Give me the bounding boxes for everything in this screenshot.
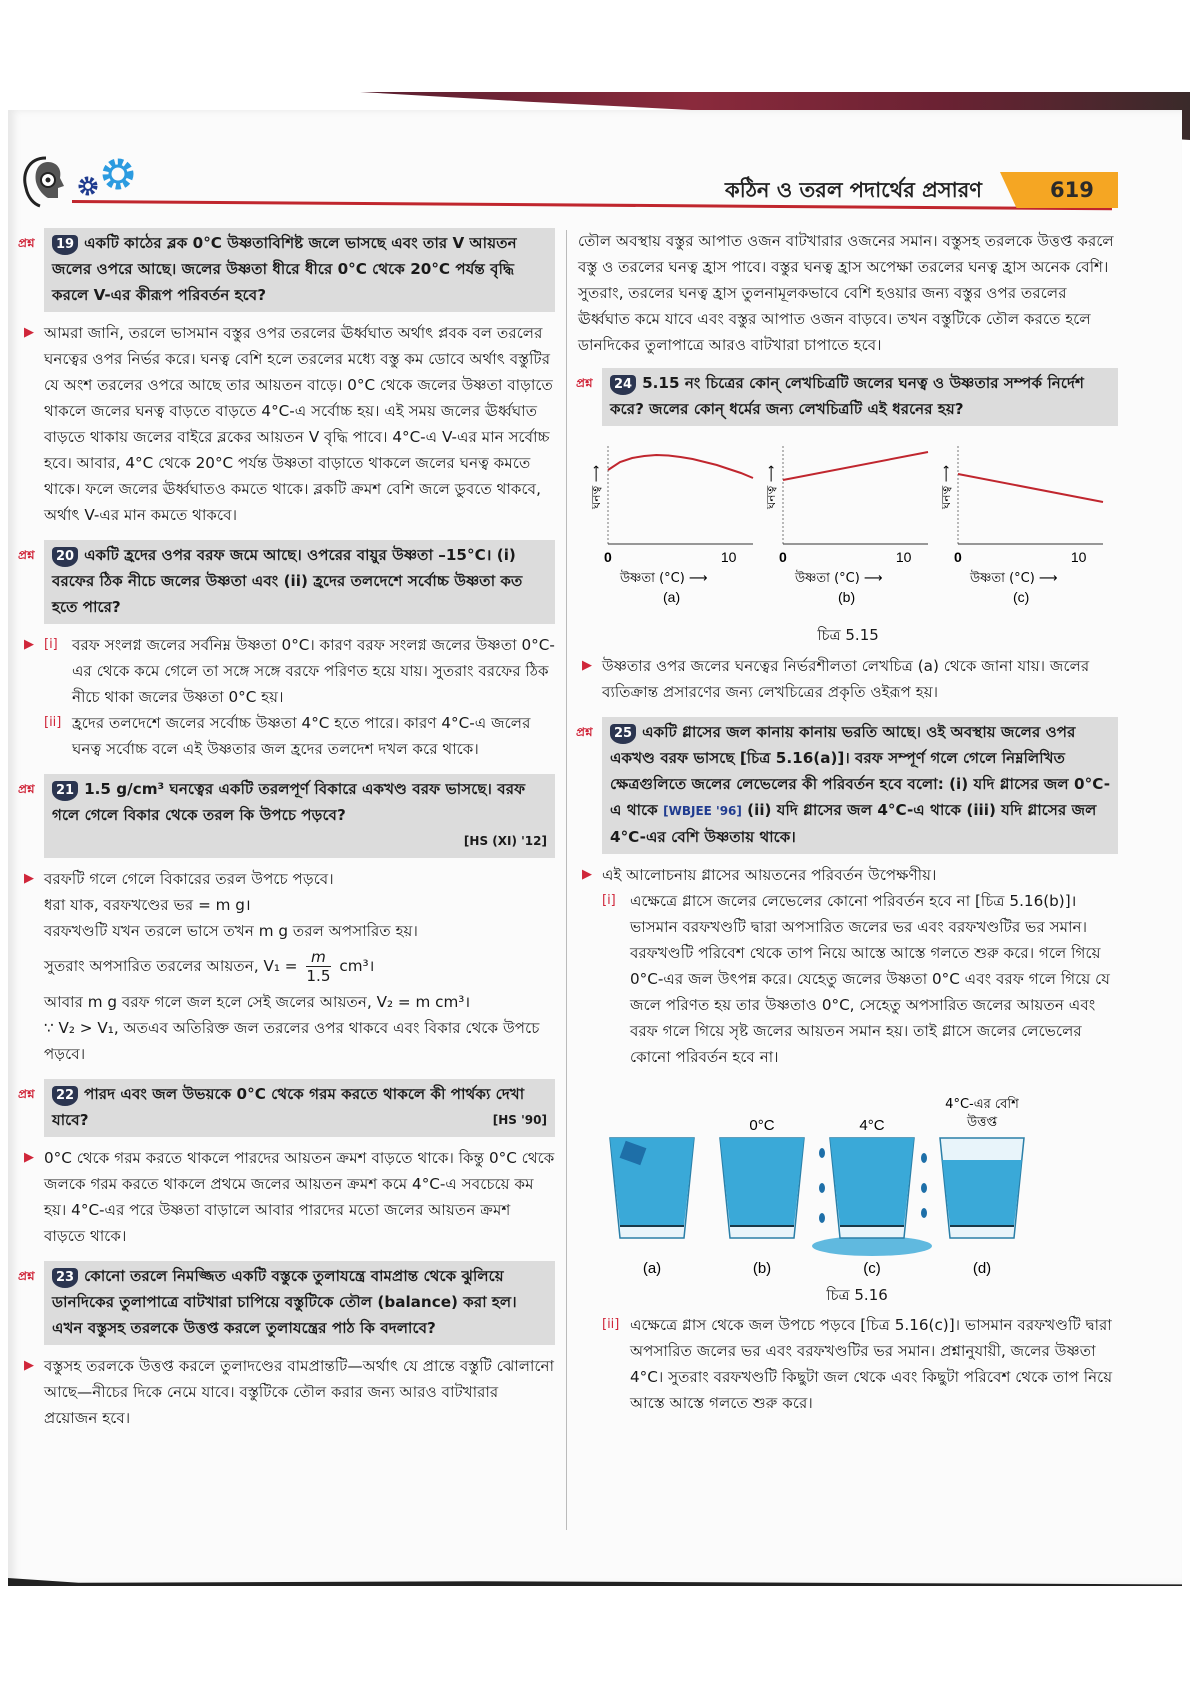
- part-tag: [ii]: [602, 1317, 620, 1332]
- answer-20: [20, 632, 555, 762]
- exam-source: [HS '90]: [492, 1113, 547, 1127]
- question-23: [18, 1261, 555, 1345]
- question-number-badge: 19: [52, 235, 78, 255]
- question-text: একটি হ্রদের ওপর বরফ জমে আছে। ওপরের বায়ুর উষ্ণতা –15°C। (i) বরফের ঠিক নীচে জলের উষ্ণতা এবং (ii) হ্রদের তলদেশে সর্বোচ্চ উষ্ণতা কত হতে পারে?: [52, 546, 523, 616]
- y-axis-label: ঘনত্ব ⟶: [589, 464, 603, 509]
- answer-part-ii: [602, 1312, 1118, 1416]
- answer-25: [578, 862, 1118, 1416]
- panel-label: (a): [663, 589, 681, 605]
- answer-21: [20, 866, 555, 1067]
- water-drop: [819, 1213, 825, 1223]
- question-label: প্রশ্ন: [576, 725, 593, 739]
- answer-arrow-icon: ▶: [24, 325, 34, 340]
- question-label: প্রশ্ন: [18, 1087, 35, 1101]
- part-tag: [i]: [44, 637, 58, 652]
- question-label: প্রশ্ন: [18, 782, 35, 796]
- fraction-numerator: m: [306, 948, 330, 967]
- density-temperature-graphs: [578, 434, 1118, 619]
- panel-label: (b): [838, 589, 856, 605]
- question-text: একটি গ্লাসের জল কানায় কানায় ভরতি আছে। ওই অবস্থায় জলের ওপর একখণ্ড বরফ ভাসছে [চিত্র 5.16(a)]। বরফ সম্পূর্ণ গলে গেলে নিম্নলিখিত ক্ষেত্রগুলিতে জলের লেভেলের কী পরিবর্তন হবে বলো: (i) যদি গ্লাসের জল 0°C-এ থাকে: [610, 723, 1110, 819]
- density-curve: [783, 452, 928, 480]
- x-tick-label: 10: [1070, 549, 1087, 565]
- answer-text: উষ্ণতার ওপর জলের ঘনত্বের নির্ভরশীলতা লেখচিত্র (a) থেকে জানা যায়। জলের ব্যতিক্রান্ত প্রসারণের জন্য লেখচিত্রের প্রকৃতি ওইরূপ হয়।: [602, 657, 1090, 701]
- answer-24: [578, 653, 1118, 705]
- column-divider: [566, 230, 567, 1530]
- question-text: পারদ এবং জল উভয়কে 0°C থেকে গরম করতে থাকলে কী পার্থক্য দেখা যাবে?: [52, 1085, 525, 1129]
- x-tick-label: 0: [779, 549, 787, 565]
- glass-temperature-label: উত্তপ্ত: [966, 1115, 998, 1130]
- question-22: [18, 1079, 555, 1137]
- question-number-badge: 24: [610, 375, 636, 395]
- question-25: [576, 717, 1118, 854]
- y-axis-label: ঘনত্ব ⟶: [939, 464, 953, 509]
- answer-text: আমরা জানি, তরলে ভাসমান বস্তুর ওপর তরলের ঊর্ধ্বঘাত অর্থাৎ প্লবক বল তরলের ঘনত্বের ওপর নির্ভর করে। ঘনত্ব বেশি হলে তরলের মধ্যে বস্তু কম ডোবে অর্থাৎ বস্তুটির যে অংশ তরলের ওপরে আছে তার আয়তন বাড়ে। 0°C থেকে জলের উষ্ণতা বাড়াতে থাকলে জলের ঘনত্ব বাড়তে বাড়তে 4°C-এ সর্বোচ্চ হয়। এই সময় জলের ঊর্ধ্বঘাত বাড়তে থাকায় জলের বাইরে ব্লকের আয়তন V বৃদ্ধি পাবে। 4°C-এ V-এর মান সর্বোচ্চ হবে। আবার, 4°C থেকে 20°C পর্যন্ত উষ্ণতা বাড়াতে থাকলে জলের ঘনত্ব কমতে থাকে। ফলে জলের ঊর্ধ্বঘাতও কমতে থাকে। ব্লকটি ক্রমশ বেশি জলে ডুবতে থাকবে, অর্থাৎ V-এর মান কমতে থাকবে।: [44, 324, 553, 524]
- water-drop: [921, 1183, 927, 1193]
- figure-5-16: [602, 1078, 1118, 1308]
- x-tick-label: 10: [895, 549, 912, 565]
- question-text-continued: (ii) যদি গ্লাসের জল 4°C-এ থাকে (iii) যদি গ্লাসের জল 4°C-এর বেশি উষ্ণতায় থাকে।: [610, 801, 1097, 846]
- question-text: কোনো তরলে নিমজ্জিত একটি বস্তুকে তুলাযন্ত্রে বামপ্রান্ত থেকে ঝুলিয়ে ডানদিকের তুলাপাত্রে বাটখারা চাপিয়ে বস্তুটিকে তৌল (balance) করা হল। এখন বস্তুসহ তরলকে উত্তপ্ত করলে তুলাযন্ত্রের পাঠ কি বদলাবে?: [52, 1267, 517, 1337]
- question-text: 5.15 নং চিত্রের কোন্ লেখচিত্রটি জলের ঘনত্ব ও উষ্ণতার সম্পর্ক নির্দেশ করে? জলের কোন্ ধর্মের জন্য লেখচিত্রটি এই ধরনের হয়?: [610, 374, 1084, 418]
- answer-body: ভাসমান বরফখণ্ডটি দ্বারা অপসারিত জলের ভর এবং বরফখণ্ডটির ভর সমান। বরফখণ্ডটি পরিবেশ থেকে তাপ নিয়ে আস্তে আস্তে গলতে শুরু করে। গলে গিয়ে 0°C-এর জল উৎপন্ন করে। যেহেতু জলের উষ্ণতা 0°C এবং বরফ গলে গিয়ে যে জলে পরিণত হয় তার উষ্ণতাও 0°C, সেহেতু অপসারিত জলের আয়তন এবং বরফ গলে গিয়ে সৃষ্ট জলের আয়তন সমান হয়। তাই গ্লাসে জলের লেভেলের কোনো পরিবর্তন হবে না।: [630, 918, 1111, 1066]
- glass-temperature-label: 4°C-এর বেশি: [945, 1097, 1019, 1112]
- figure-caption: চিত্র 5.15: [817, 626, 879, 644]
- water: [942, 1160, 1022, 1226]
- exam-source: [WBJEE '96]: [663, 804, 742, 818]
- water-drop: [921, 1153, 927, 1163]
- question-number-badge: 21: [52, 781, 78, 801]
- x-axis-label: উষ্ণতা (°C) ⟶: [795, 571, 883, 586]
- question-number-badge: 23: [52, 1268, 78, 1288]
- question-text: একটি কাঠের ব্লক 0°C উষ্ণতাবিশিষ্ট জলে ভাসছে এবং তার V আয়তন জলের ওপরে আছে। জলের উষ্ণতা ধীরে ধীরে 0°C থেকে 20°C পর্যন্ত বৃদ্ধি করলে V-এর কীরূপ পরিবর্তন হবে?: [52, 234, 517, 304]
- part-tag: [i]: [602, 893, 616, 908]
- question-21: [18, 774, 555, 858]
- figure-5-15: [578, 434, 1118, 649]
- answer-arrow-icon: ▶: [24, 1358, 34, 1373]
- answer-22: [20, 1145, 555, 1249]
- fraction-denominator: 1.5: [306, 967, 331, 985]
- question-19: [18, 228, 555, 312]
- right-column: [578, 228, 1118, 1428]
- answer-part-ii: [44, 710, 555, 762]
- question-number-badge: 22: [52, 1086, 78, 1106]
- question-label: প্রশ্ন: [18, 1269, 35, 1283]
- glass-temperature-label: 0°C: [749, 1117, 775, 1134]
- panel-label: (c): [1013, 589, 1030, 605]
- answer-text: বরফ সংলগ্ন জলের সর্বনিম্ন উষ্ণতা 0°C। কারণ বরফ সংলগ্ন জলের উষ্ণতা 0°C-এর থেকে কমে গেলে তা সঙ্গে সঙ্গে বরফে পরিণত হয়ে যায়। সুতরাং বরফের ঠিক নীচে থাকা জলের উষ্ণতা 0°C হয়।: [72, 636, 555, 706]
- answer-23: [20, 1353, 555, 1431]
- question-text: 1.5 g/cm³ ঘনত্বের একটি তরলপূর্ণ বিকারে একখণ্ড বরফ ভাসছে। বরফ গলে গেলে বিকার থেকে তরল কি উপচে পড়বে?: [52, 780, 526, 824]
- x-tick-label: 10: [720, 549, 737, 565]
- volume-equation: [44, 948, 555, 985]
- part-tag: [ii]: [44, 715, 62, 730]
- x-axis-label: উষ্ণতা (°C) ⟶: [620, 571, 708, 586]
- equation-suffix: cm³।: [339, 957, 375, 975]
- answer-arrow-icon: ▶: [24, 871, 34, 886]
- glass-label: (b): [752, 1260, 772, 1277]
- answer-text: বস্তুসহ তরলকে উত্তপ্ত করলে তুলাদণ্ডের বামপ্রান্তটি—অর্থাৎ যে প্রান্তে বস্তুটি ঝোলানো আছে—নীচের দিকে নেমে যাবে। বস্তুটিকে তৌল করার জন্য আরও বাটখারার প্রয়োজন হবে।: [44, 1357, 555, 1427]
- density-curve: [958, 474, 1103, 502]
- answer-line: ∵ V₂ > V₁, অতএব অতিরিক্ত জল তরলের ওপর থাকবে এবং বিকার থেকে উপচে পড়বে।: [44, 1019, 540, 1063]
- glass-label: (c): [863, 1260, 881, 1277]
- question-number-badge: 20: [52, 547, 78, 567]
- water: [830, 1138, 914, 1226]
- question-label: প্রশ্ন: [18, 236, 35, 250]
- water: [720, 1138, 804, 1226]
- question-label: প্রশ্ন: [18, 548, 35, 562]
- answer-arrow-icon: ▶: [24, 1150, 34, 1165]
- y-axis-label: ঘনত্ব ⟶: [764, 464, 778, 509]
- answer-arrow-icon: ▶: [24, 637, 34, 652]
- answer-line: বরফটি গলে গেলে বিকারের তরল উপচে পড়বে।: [44, 870, 334, 888]
- water-drop: [819, 1148, 825, 1158]
- x-tick-label: 0: [954, 549, 962, 565]
- answer-arrow-icon: ▶: [582, 658, 592, 673]
- question-number-badge: 25: [610, 724, 636, 744]
- answer-text: 0°C থেকে গরম করতে থাকলে পারদের আয়তন ক্রমশ বাড়তে থাকে। কিন্তু 0°C থেকে জলকে গরম করতে থাকলে প্রথমে জলের আয়তন ক্রমশ কমে 4°C-এ সবচেয়ে কম হয়। 4°C-এর পরে উষ্ণতা বাড়ালে আবার পারদের মতো জলের আয়তন ক্রমশ বাড়তে থাকে।: [44, 1149, 555, 1245]
- answer-line: আবার m g বরফ গলে জল হলে সেই জলের আয়তন, V₂ = m cm³।: [44, 993, 471, 1011]
- water-drop: [921, 1208, 927, 1218]
- chapter-title: কঠিন ও তরল পদার্থের প্রসারণ: [725, 178, 982, 202]
- x-axis-label: উষ্ণতা (°C) ⟶: [970, 571, 1058, 586]
- question-label: প্রশ্ন: [576, 376, 593, 390]
- photo-background: [0, 0, 1190, 95]
- answer-text: হ্রদের তলদেশে জলের সর্বোচ্চ উষ্ণতা 4°C হতে পারে। কারণ 4°C-এ জলের ঘনত্ব সর্বোচ্চ বলে এই উষ্ণতার জল হ্রদের তলদেশ দখল করে থাকে।: [72, 714, 531, 758]
- glass-label: (d): [972, 1260, 992, 1277]
- glass-label: (a): [642, 1260, 662, 1277]
- glasses-illustration: [602, 1078, 1112, 1278]
- answer-text: এক্ষেত্রে গ্লাস থেকে জল উপচে পড়বে [চিত্র 5.16(c)]। ভাসমান বরফখণ্ডটি দ্বারা অপসারিত জলের ভর এবং বরফখণ্ডটির ভর সমান। প্রশ্নানুযায়ী, জলের উষ্ণতা 4°C। সুতরাং বরফখণ্ডটি কিছুটা জল থেকে এবং কিছুটা পরিবেশ থেকে তাপ নিয়ে আস্তে আস্তে গলতে শুরু করে।: [630, 1316, 1113, 1412]
- density-curve: [608, 455, 753, 478]
- exam-source: [HS (XI) '12]: [463, 834, 547, 848]
- answer-line: বরফখণ্ডটি যখন তরলে ভাসে তখন m g তরল অপসারিত হয়।: [44, 922, 418, 940]
- page-number: 619: [1050, 178, 1094, 202]
- water-drop: [819, 1183, 825, 1193]
- left-column: [20, 228, 555, 1443]
- glass-temperature-label: 4°C: [859, 1117, 885, 1134]
- question-20: [18, 540, 555, 624]
- answer-intro: এই আলোচনায় গ্লাসের আয়তনের পরিবর্তন উপেক্ষণীয়।: [602, 866, 937, 884]
- x-tick-label: 0: [604, 549, 612, 565]
- answer-part-i: [602, 888, 1118, 1070]
- answer-text: এক্ষেত্রে গ্লাসে জলের লেভেলের কোনো পরিবর্তন হবে না [চিত্র 5.16(b)]।: [630, 892, 1077, 910]
- question-24: [576, 368, 1118, 426]
- answer-arrow-icon: ▶: [582, 867, 592, 882]
- answer-part-i: [44, 632, 555, 710]
- equation-prefix: সুতরাং অপসারিত তরলের আয়তন, V₁ =: [44, 957, 298, 975]
- answer-line: ধরা যাক, বরফখণ্ডের ভর = m g।: [44, 896, 251, 914]
- answer-23-continued: তৌল অবস্থায় বস্তুর আপাত ওজন বাটখারার ওজনের সমান। বস্তুসহ তরলকে উত্তপ্ত করলে বস্তু ও তরলের ঘনত্ব হ্রাস পাবে। বস্তুর ঘনত্ব হ্রাস অপেক্ষা তরলের ঘনত্ব হ্রাস অনেক বেশি। সুতরাং, তরলের ঘনত্ব হ্রাস তুলনামূলকভাবে বেশি হওয়ার জন্য বস্তুর ওপর তরলের ঊর্ধ্বঘাত কমে যাবে এবং বস্তুর আপাত ওজন বাড়বে। তখন বস্তুটিকে তৌল করতে হলে ডানদিকের তুলাপাত্রে আরও বাটখারা চাপাতে হবে।: [578, 232, 1114, 354]
- water-spill: [812, 1236, 932, 1256]
- figure-caption: চিত্র 5.16: [826, 1286, 888, 1304]
- answer-19: [20, 320, 555, 528]
